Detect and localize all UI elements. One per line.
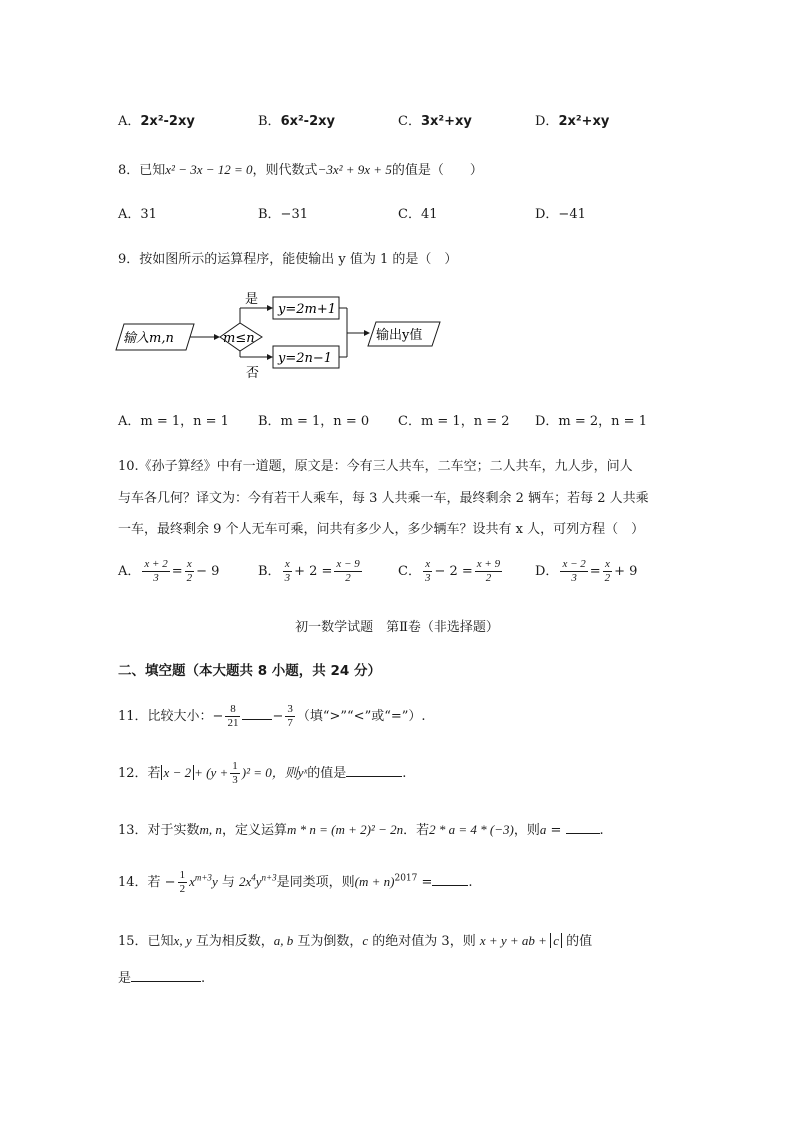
q10-line-3: 一车，最终剩余 9 个人无车可乘，问共有多少人，多少辆车？设共有 x 人，可列方程（ ） [118, 522, 645, 537]
q9-option-d: D．m = 2，n = 1 [535, 414, 647, 429]
q15-line-2: 是 . [118, 967, 205, 986]
q8-option-b: B．−31 [258, 207, 308, 222]
q8-option-d: D．−41 [535, 207, 586, 222]
q7-option-c: C．3x²+xy [398, 114, 472, 129]
flow-output-label: 输出y值 [376, 328, 423, 343]
q10-option-b: B． $\frac{x}{3}$ + 2 = $\frac{x - 9}{2}$ [258, 558, 360, 584]
flow-bottom-label: y=2n−1 [278, 351, 333, 366]
q7-option-a: A．2x²-2xy [118, 114, 195, 129]
q15-blank [131, 967, 201, 982]
q10-line-1: 10.《孙子算经》中有一道题，原文是：今有三人共车，二车空；二人共车，九人步，问人 [118, 459, 633, 474]
q13-blank [566, 819, 600, 834]
q12-blank [346, 762, 402, 777]
q9-stem: 9．按如图所示的运算程序，能使输出 y 值为 1 的是（ ） [118, 252, 458, 267]
flow-condition-label: m≤n [223, 331, 255, 346]
q8-option-a: A．31 [118, 207, 157, 222]
q9-flowchart [110, 288, 450, 384]
q9-option-b: B．m = 1，n = 0 [258, 414, 370, 429]
q7-option-d: D．2x²+xy [535, 114, 610, 129]
flow-top-label: y=2m+1 [278, 302, 336, 317]
section-title: 初一数学试题 第Ⅱ卷（非选择题） [295, 620, 499, 635]
section-heading: 二、填空题（本大题共 8 小题，共 24 分） [118, 663, 381, 679]
q7-option-b: B．6x²-2xy [258, 114, 335, 129]
q14: 14．若 − $\frac{1}{2}$ $x^{m+3}y$ 与 $2x^4y^{n+3}$是同类项，则$(m + n)^{2017}$ = . [118, 869, 473, 895]
q11-blank [242, 705, 272, 720]
flow-input-label: 输入m,n [123, 331, 174, 346]
q8-stem: 8．已知x² − 3x − 12 = 0，则代数式−3x² + 9x + 5的值是（ ） [118, 162, 483, 178]
q14-blank [432, 871, 468, 886]
flow-yes-label: 是 [245, 292, 259, 307]
q9-option-a: A．m = 1，n = 1 [118, 414, 229, 429]
q10-line-2: 与车各几何？译文为：今有若干人乘车，每 3 人共乘一车，最终剩余 2 辆车；若每 2 人共乘 [118, 491, 649, 506]
q13: 13．对于实数m, n，定义运算m * n = (m + 2)² − 2n．若2 * a = 4 * (−3)，则a = . [118, 819, 604, 838]
arrow-head [214, 334, 220, 340]
flow-no-label: 否 [246, 366, 260, 381]
q9-option-c: C．m = 1，n = 2 [398, 414, 510, 429]
q10-option-a: A． $\frac{x + 2}{3}$ = $\frac{x}{2}$ − 9 [118, 558, 220, 584]
q12: 12．若 x − 2 + (y + $\frac{1}{3}$ )² = 0，则yˣ的值是 . [118, 760, 407, 786]
q10-option-c: C． $\frac{x}{3}$ − 2 = $\frac{x + 9}{2}$ [398, 558, 501, 584]
q8-option-c: C．41 [398, 207, 438, 222]
q10-option-d: D． $\frac{x - 2}{3}$ = $\frac{x}{2}$ + 9 [535, 558, 638, 584]
q11: 11．比较大小：− $\frac{8}{21}$ − $\frac{3}{7}$ （填“>”“<”或“=”）. [118, 703, 426, 729]
q15-line-1: 15．已知x, y 互为相反数，a, b 互为倒数，c 的绝对值为 3，则 x + y + ab + c 的值 [118, 933, 593, 949]
